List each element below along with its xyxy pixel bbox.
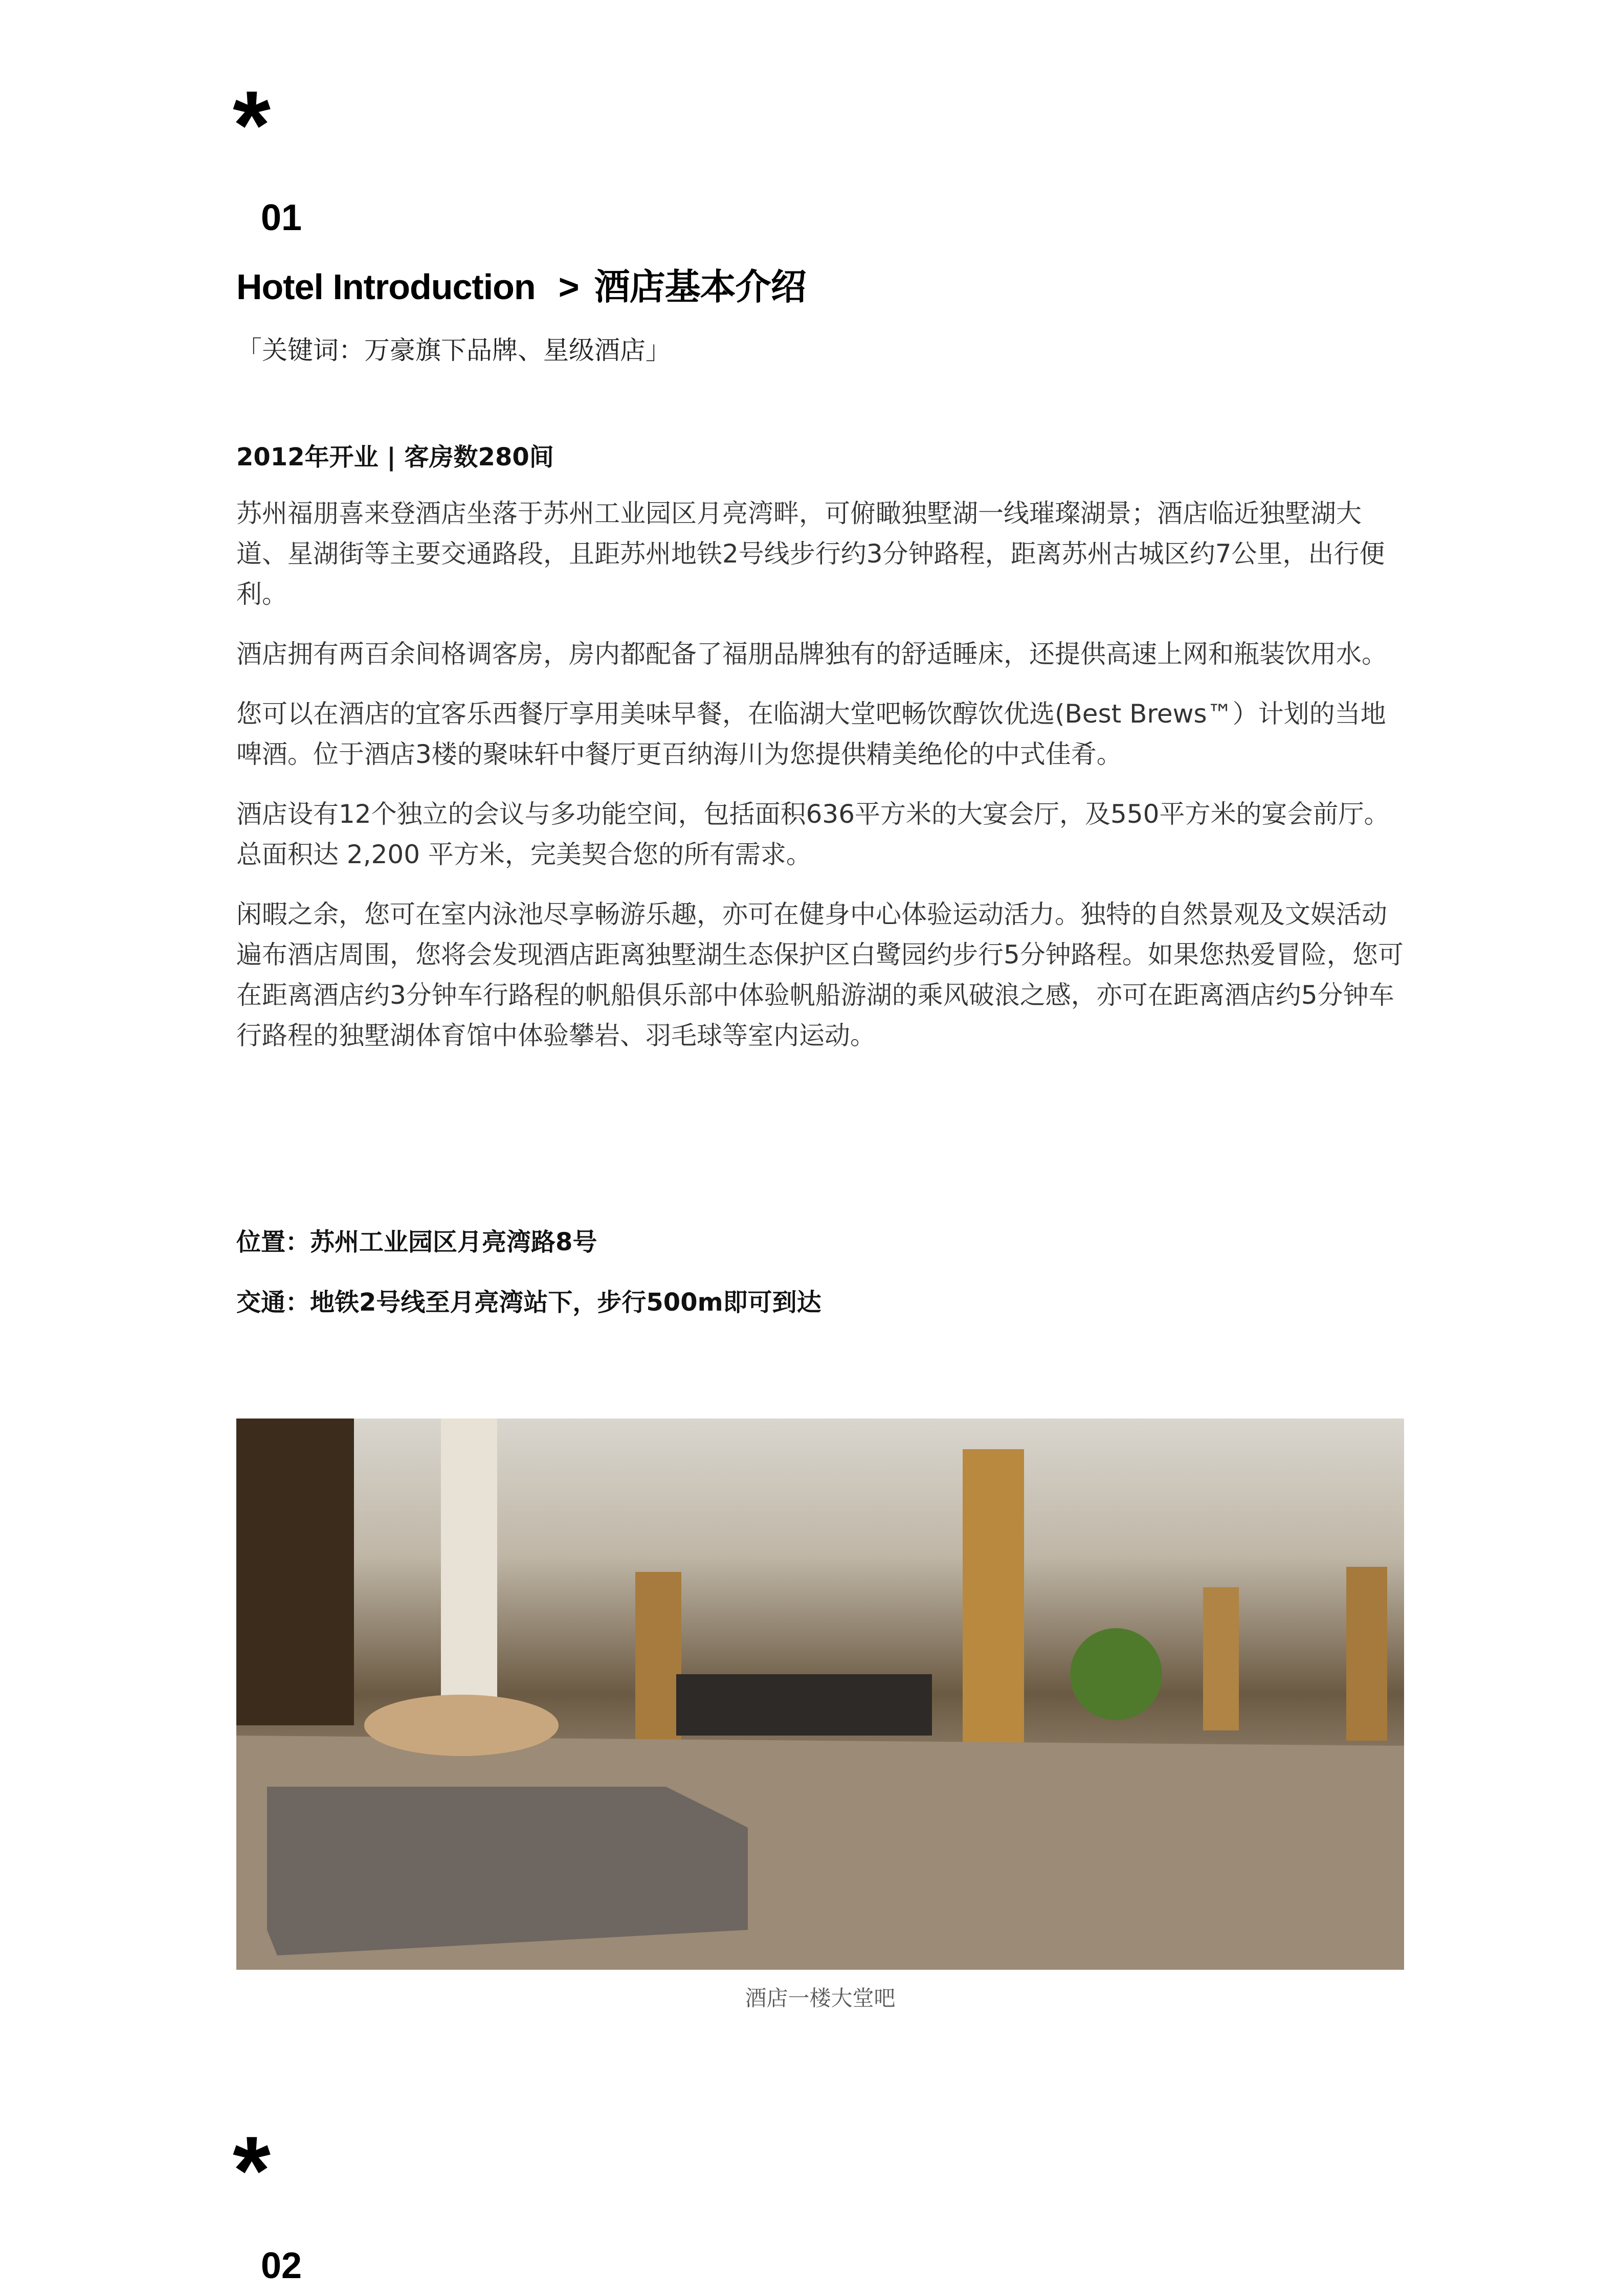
pillar (635, 1572, 681, 1756)
paragraph: 闲暇之余，您可在室内泳池尽享畅游乐趣，亦可在健身中心体验运动活力。独特的自然景观及文娱活动遍布酒店周围，您将会发现酒店距离独墅湖生态保护区白鹭园约步行5分钟路程。如果您热爱冒险，您可在距离酒店约3分钟车行路程的帆船俱乐部中体验帆船游湖的乘风破浪之感，亦可在距离酒店约5分钟车行路程的独墅湖体育馆中体验攀岩、羽毛球等室内运动。 (236, 899, 1404, 1050)
pillar (1346, 1567, 1387, 1741)
section-title-en: Hotel Introduction (236, 267, 536, 307)
paragraph: 您可以在酒店的宜客乐西餐厅享用美味早餐，在临湖大堂吧畅饮醇饮优选(Best Brews™）计划的当地啤酒。位于酒店3楼的聚味轩中餐厅更百纳海川为您提供精美绝伦的中式佳肴。 (236, 699, 1386, 769)
fountain-base (267, 1787, 748, 1955)
plant (1070, 1628, 1162, 1720)
section-number: 02 (261, 2245, 302, 2286)
paragraph: 苏州福朋喜来登酒店坐落于苏州工业园区月亮湾畔，可俯瞰独墅湖一线璀璨湖景；酒店临近独墅湖大道、星湖街等主要交通路段，且距苏州地铁2号线步行约3分钟路程，距离苏州古城区约7公里，出行便利。 (236, 499, 1385, 609)
lobby-illustration (236, 1419, 1404, 1970)
intro-body (236, 493, 1408, 1075)
pillar (1203, 1587, 1239, 1730)
section-title-cn: 酒店基本介绍 (594, 267, 806, 307)
reception-desk (676, 1674, 932, 1736)
lobby-photo (236, 1419, 1404, 1970)
section-title (236, 258, 806, 310)
title-separator: > (558, 267, 579, 307)
photo-caption: 酒店一楼大堂吧 (745, 1986, 896, 2011)
hotel-facts: 2012年开业 | 客房数280间 (236, 443, 554, 471)
fountain-bowl (364, 1695, 559, 1756)
transport: 交通：地铁2号线至月亮湾站下，步行500m即可到达 (236, 1288, 821, 1317)
pillar (963, 1449, 1024, 1766)
keywords: 「关键词：万豪旗下品牌、星级酒店」 (236, 335, 671, 365)
paragraph: 酒店设有12个独立的会议与多功能空间，包括面积636平方米的大宴会厅，及550平方米的宴会前厅。总面积达 2,200 平方米，完美契合您的所有需求。 (236, 799, 1390, 869)
section-marker-asterisk: * (233, 71, 271, 179)
paragraph: 酒店拥有两百余间格调客房，房内都配备了福朋品牌独有的舒适睡床，还提供高速上网和瓶装饮用水。 (236, 639, 1387, 669)
wall-shelves (236, 1419, 354, 1725)
location: 位置：苏州工业园区月亮湾路8号 (236, 1228, 597, 1256)
sculpture-column (441, 1419, 497, 1705)
section-marker-asterisk: * (233, 2117, 271, 2225)
section-number: 01 (261, 197, 302, 238)
